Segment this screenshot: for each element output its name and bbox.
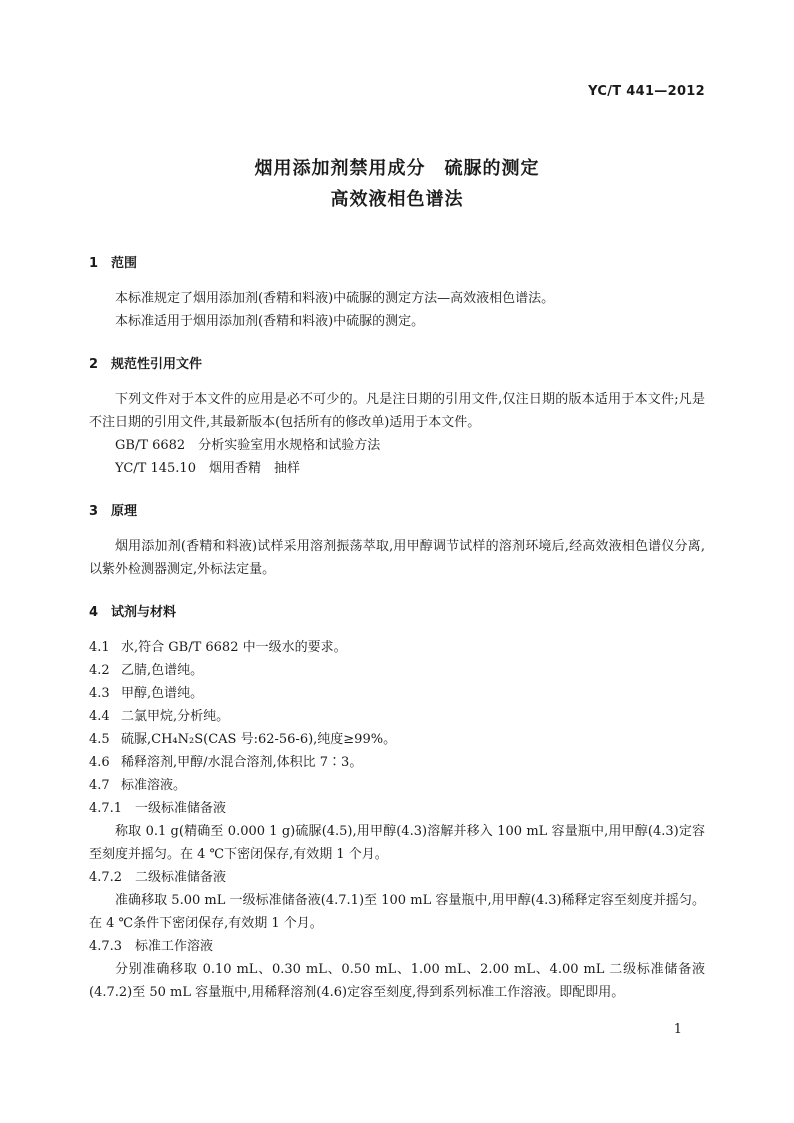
clause-text: 二氯甲烷,分析纯。 (121, 709, 230, 724)
section-number: 4 (89, 605, 99, 620)
clause-number: 4.3 (89, 686, 110, 701)
subclause-heading (89, 866, 705, 889)
clause-number: 4.2 (89, 663, 110, 678)
clause-text: 稀释溶剂,甲醇/水混合溶剂,体积比 7∶3。 (121, 755, 363, 770)
clause-text: 乙腈,色谱纯。 (121, 663, 204, 678)
document-title: 烟用添加剂禁用成分 硫脲的测定 (254, 158, 540, 179)
list-item (89, 751, 705, 774)
section-title: 原理 (111, 504, 138, 519)
section-heading-principle (89, 500, 705, 523)
clause-title: 一级标准储备液 (135, 801, 227, 816)
paragraph: 烟用添加剂(香精和料液)试样采用溶剂振荡萃取,用甲醇调节试样的溶剂环境后,经高效液相色谱仪分离,以紫外检测器测定,外标法定量。 (89, 539, 705, 577)
paragraph: 准确移取 5.00 mL 一级标准储备液(4.7.1)至 100 mL 容量瓶中,用甲醇(4.3)稀释定容至刻度并摇匀。在 4 ℃条件下密闭保存,有效期 1 个月。 (89, 893, 705, 931)
document-body (89, 252, 705, 1004)
paragraph: 分别准确移取 0.10 mL、0.30 mL、0.50 mL、1.00 mL、2.00 mL、4.00 mL 二级标准储备液(4.7.2)至 50 mL 容量瓶中,用稀释溶剂(4.6)定容至刻度,得到系列标准工作溶液。即配即用。 (89, 962, 705, 1000)
list-item (89, 705, 705, 728)
section-number: 2 (89, 357, 99, 372)
clause-number: 4.1 (89, 640, 110, 655)
list-item (89, 659, 705, 682)
paragraph: 本标准适用于烟用添加剂(香精和料液)中硫脲的测定。 (115, 314, 425, 329)
clause-title: 标准工作溶液 (135, 939, 214, 954)
clause-text: 标准溶液。 (121, 778, 187, 793)
paragraph: 本标准规定了烟用添加剂(香精和料液)中硫脲的测定方法—高效液相色谱法。 (115, 291, 555, 306)
clause-number: 4.5 (89, 732, 110, 747)
section-number: 3 (89, 504, 99, 519)
reference-item: GB/T 6682 分析实验室用水规格和试验方法 (115, 438, 381, 453)
subclause-heading (89, 935, 705, 958)
reference-item: YC/T 145.10 烟用香精 抽样 (115, 461, 300, 476)
section-heading-scope (89, 252, 705, 275)
list-item (89, 682, 705, 705)
list-item (89, 636, 705, 659)
section-heading-normative-references (89, 353, 705, 376)
clause-title: 二级标准储备液 (135, 870, 227, 885)
clause-number: 4.7.3 (89, 939, 123, 954)
section-number: 1 (89, 256, 99, 271)
page-number: 1 (673, 1022, 682, 1037)
clause-number: 4.7.1 (89, 801, 123, 816)
clause-number: 4.7 (89, 778, 110, 793)
section-title: 范围 (111, 256, 138, 271)
section-heading-reagents (89, 601, 705, 624)
clause-number: 4.4 (89, 709, 110, 724)
clause-number: 4.7.2 (89, 870, 123, 885)
document-subtitle: 高效液相色谱法 (330, 189, 464, 210)
paragraph: 下列文件对于本文件的应用是必不可少的。凡是注日期的引用文件,仅注日期的版本适用于本文件;凡是不注日期的引用文件,其最新版本(包括所有的修改单)适用于本文件。 (89, 392, 705, 430)
clause-text: 水,符合 GB/T 6682 中一级水的要求。 (121, 640, 347, 655)
clause-number: 4.6 (89, 755, 110, 770)
section-title: 试剂与材料 (111, 605, 177, 620)
clause-text: 硫脲,CH₄N₂S(CAS 号:62-56-6),纯度≥99%。 (121, 732, 397, 747)
list-item (89, 728, 705, 751)
list-item (89, 774, 705, 797)
standard-number: YC/T 441—2012 (588, 84, 705, 99)
subclause-heading (89, 797, 705, 820)
clause-text: 甲醇,色谱纯。 (121, 686, 204, 701)
paragraph: 称取 0.1 g(精确至 0.000 1 g)硫脲(4.5),用甲醇(4.3)溶解并移入 100 mL 容量瓶中,用甲醇(4.3)定容至刻度并摇匀。在 4 ℃下密闭保存,有效期 1 个月。 (89, 824, 705, 862)
section-title: 规范性引用文件 (111, 357, 203, 372)
